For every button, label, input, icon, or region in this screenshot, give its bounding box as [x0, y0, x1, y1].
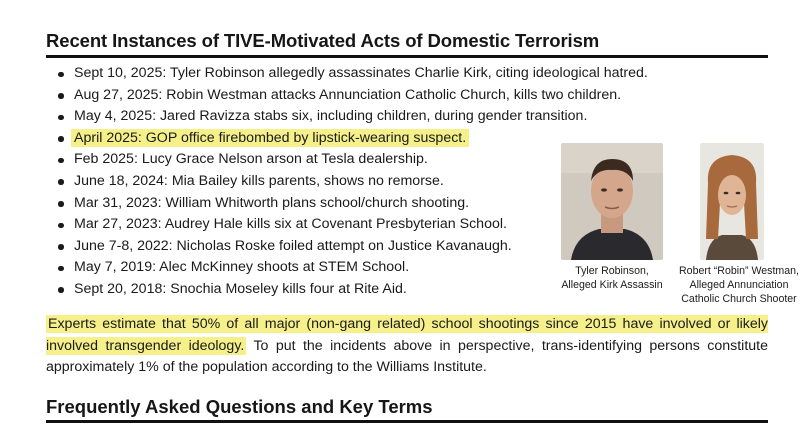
paragraph-text: To put the incidents above in perspective, trans-identifying persons constitute approximately 1% of the population according to the Williams Institute.: [46, 337, 768, 375]
list-item: [56, 236, 556, 258]
list-item: [56, 128, 556, 150]
list-item: [56, 193, 556, 215]
photo-caption: [556, 264, 668, 292]
mugshot-photo: [561, 143, 663, 260]
portrait-photo: [700, 143, 764, 260]
list-item: [56, 149, 556, 171]
next-section-rule: [46, 420, 768, 423]
event-text: Mar 27, 2023: Audrey Hale kills six at Covenant Presbyterian School.: [74, 216, 507, 233]
paragraph-highlight: Experts estimate that 50% of all major (non-gang related) school shootings since 2015 have involved or likely involved transgender ideology.: [46, 316, 768, 354]
event-text: Sept 10, 2025: Tyler Robinson allegedly assassinates Charlie Kirk, citing ideological hatred.: [74, 65, 648, 81]
event-text: June 7-8, 2022: Nicholas Roske foiled attempt on Justice Kavanaugh.: [74, 237, 512, 254]
list-item: [56, 85, 622, 107]
caption-line: Robert “Robin” Westman,: [679, 265, 799, 277]
event-text: Mar 31, 2023: William Whitworth plans school/church shooting.: [74, 194, 470, 211]
event-text-highlighted: April 2025: GOP office firebombed by lipstick-wearing suspect.: [71, 129, 469, 147]
summary-paragraph: [46, 314, 768, 379]
section-title: Recent Instances of TIVE-Motivated Acts of Domestic Terrorism: [46, 30, 600, 51]
list-item: [56, 63, 648, 85]
caption-line: Catholic Church Shooter: [681, 293, 797, 305]
list-item: [56, 257, 556, 279]
caption-line: Alleged Kirk Assassin: [561, 279, 663, 291]
list-item: [56, 171, 556, 193]
list-item: [56, 214, 556, 236]
event-text: May 4, 2025: Jared Ravizza stabs six, including children, during gender transition.: [74, 108, 588, 125]
event-text: Aug 27, 2025: Robin Westman attacks Annunciation Catholic Church, kills two children.: [74, 86, 622, 103]
section-rule: [46, 55, 768, 58]
list-item: [56, 279, 556, 301]
list-item: [56, 106, 588, 128]
caption-line: Tyler Robinson,: [575, 265, 649, 277]
event-text: June 18, 2024: Mia Bailey kills parents, shows no remorse.: [74, 172, 444, 189]
caption-line: Alleged Annunciation: [689, 279, 789, 291]
photo-caption: [675, 264, 803, 306]
next-section-title: Frequently Asked Questions and Key Terms: [46, 396, 433, 417]
event-text: May 7, 2019: Alec McKinney shoots at STEM School.: [74, 259, 410, 276]
event-text: Sept 20, 2018: Snochia Moseley kills four at Rite Aid.: [74, 280, 407, 297]
event-text: Feb 2025: Lucy Grace Nelson arson at Tesla dealership.: [74, 151, 428, 168]
